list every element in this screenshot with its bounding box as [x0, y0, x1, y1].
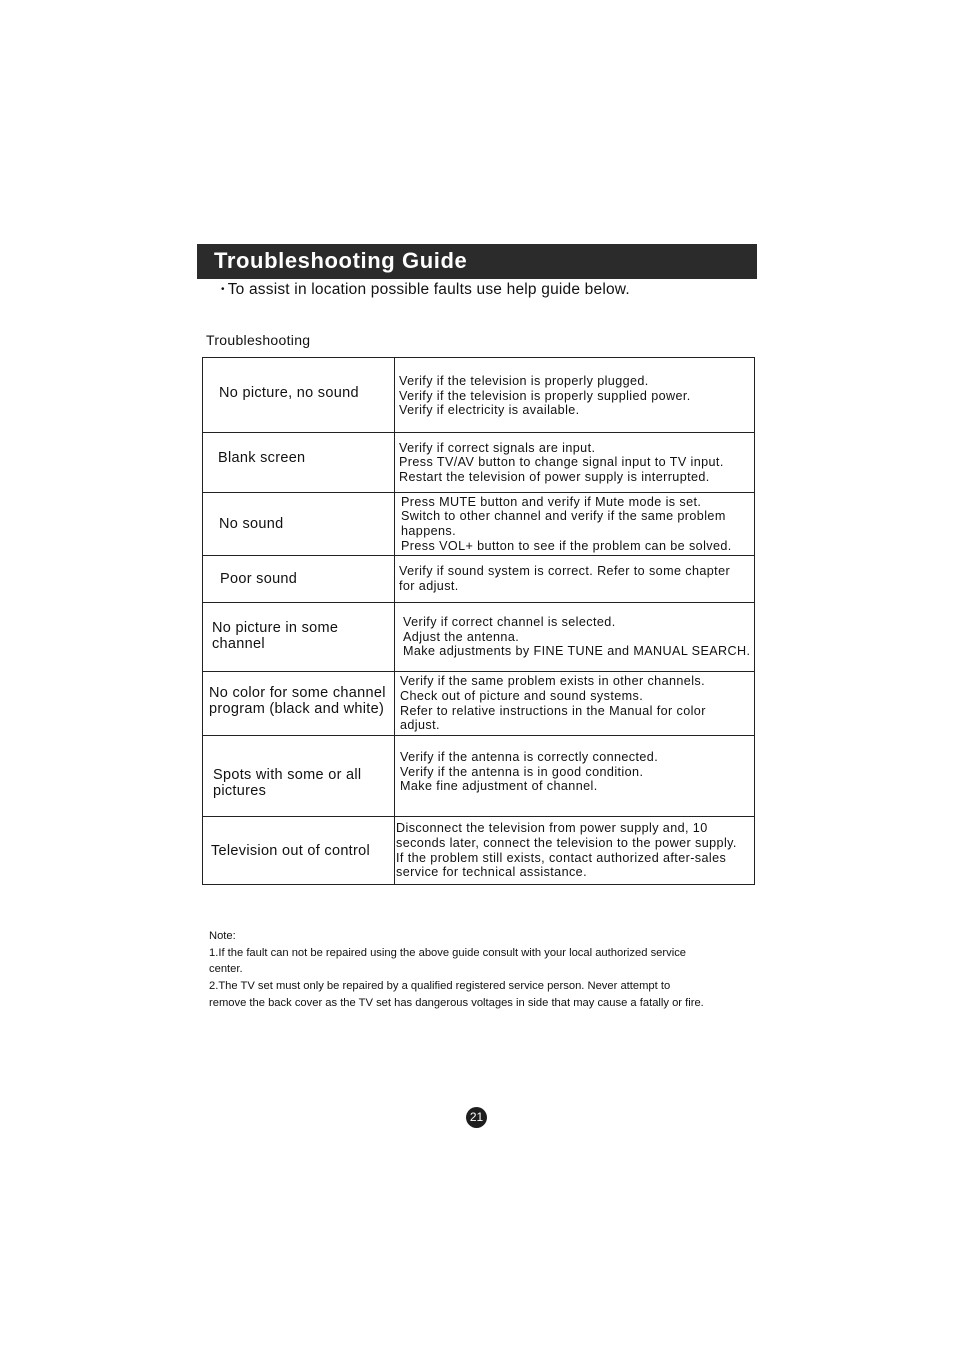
solution-cell: [395, 556, 754, 602]
problem-cell: No sound: [203, 493, 395, 555]
solution-cell: [395, 358, 754, 432]
solution-line: Switch to other channel and verify if the same problem: [401, 509, 726, 524]
solution-line: Press TV/AV button to change signal input to TV input.: [399, 455, 724, 470]
table-row: [202, 358, 755, 433]
solution-cell: [395, 817, 754, 884]
note-line: remove the back cover as the TV set has dangerous voltages in side that may cause a fatally or fire.: [209, 996, 704, 1009]
section-label: Troubleshooting: [206, 332, 311, 348]
solution-line: adjust.: [400, 718, 440, 733]
solution-line: Make adjustments by FINE TUNE and MANUAL SEARCH.: [403, 644, 751, 659]
problem-cell: No picture in some channel: [203, 603, 395, 671]
intro-text: [221, 281, 630, 299]
note-line: 2.The TV set must only be repaired by a qualified registered service person. Never attempt to: [209, 980, 671, 993]
table-row: [202, 603, 755, 672]
solution-line: Verify if the antenna is correctly connected.: [400, 750, 659, 765]
page-number: 21: [466, 1107, 487, 1128]
solution-line: Press MUTE button and verify if Mute mode is set.: [401, 494, 702, 509]
page-title: Troubleshooting Guide: [214, 248, 468, 273]
solution-line: Adjust the antenna.: [403, 629, 520, 644]
table-row: [202, 556, 755, 603]
solution-line: Verify if sound system is correct. Refer to some chapter: [399, 564, 731, 578]
solution-cell: [395, 433, 754, 492]
solution-line: Restart the television of power supply is interrupted.: [399, 469, 710, 484]
solution-line: Refer to relative instructions in the Manual for color: [400, 703, 706, 718]
note-line: 1.If the fault can not be repaired using the above guide consult with your local authorized service: [209, 946, 687, 959]
solution-line: Verify if correct signals are input.: [399, 440, 596, 455]
problem-cell: Television out of control: [203, 817, 395, 884]
note-line: center.: [209, 963, 243, 976]
solution-line: Disconnect the television from power supply and, 10: [396, 821, 708, 836]
solution-cell: [395, 493, 754, 555]
table-row: [202, 736, 755, 817]
note-block: [209, 928, 769, 1012]
solution-line: Verify if the television is properly supplied power.: [399, 388, 691, 403]
troubleshooting-table: [202, 357, 755, 885]
solution-line: If the problem still exists, contact authorized after-sales: [396, 850, 727, 865]
title-bar: [197, 244, 757, 279]
solution-line: Make fine adjustment of channel.: [400, 779, 598, 794]
problem-cell: No picture, no sound: [203, 358, 395, 432]
solution-line: Verify if correct channel is selected.: [403, 615, 616, 630]
solution-line: Verify if the television is properly plugged.: [399, 374, 649, 389]
table-row: [202, 672, 755, 736]
solution-line: for adjust.: [399, 578, 459, 593]
solution-line: Verify if electricity is available.: [399, 403, 580, 418]
note-heading: Note:: [209, 930, 236, 942]
solution-line: service for technical assistance.: [396, 865, 587, 880]
solution-cell: [395, 736, 754, 816]
solution-line: seconds later, connect the television to the power supply.: [396, 835, 737, 850]
solution-cell: [395, 603, 754, 671]
solution-line: Verify if the same problem exists in other channels.: [400, 674, 705, 689]
table-row: [202, 433, 755, 493]
problem-cell: Blank screen: [203, 433, 395, 492]
intro-label: To assist in location possible faults use help guide below.: [227, 281, 630, 298]
solution-line: Check out of picture and sound systems.: [400, 688, 644, 703]
problem-cell: No color for some channel program (black and white): [203, 672, 395, 735]
problem-cell: Poor sound: [203, 556, 395, 602]
solution-line: Press VOL+ button to see if the problem can be solved.: [401, 538, 732, 553]
solution-line: Verify if the antenna is in good condition.: [400, 764, 644, 779]
solution-line: happens.: [401, 524, 457, 538]
table-row: [202, 493, 755, 556]
bullet-icon: •: [221, 284, 225, 295]
table-row: [202, 817, 755, 884]
solution-cell: [395, 672, 754, 735]
problem-cell: Spots with some or all pictures: [203, 736, 395, 816]
